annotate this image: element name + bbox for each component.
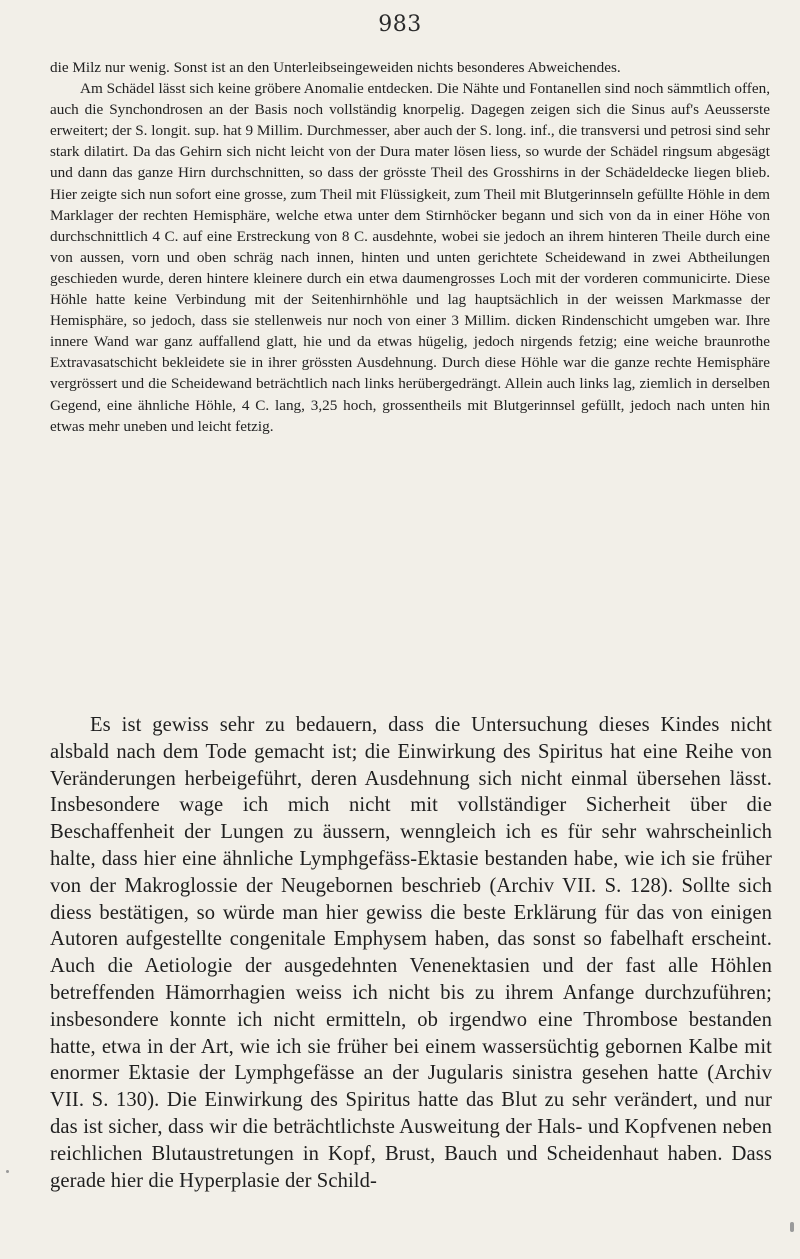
scan-speck bbox=[6, 1170, 9, 1173]
paragraph-spleen: die Milz nur wenig. Sonst ist an den Unterleibseingeweiden nichts besonderes Abweichendes. bbox=[50, 59, 621, 76]
paragraph-skull: Am Schädel lässt sich keine gröbere Anomalie entdecken. Die Nähte und Fontanellen sind noch sämmtlich offen, auch die Synchondrosen an der Basis noch vollständig knorpelig. Dagegen zeigen sich die Sinus auf's Aeusserste erweitert; der S. longit. sup. hat 9 Millim. Durchmesser, aber auch der S. long. inf., die transversi und petrosi sind sehr stark dilatirt. Da das Gehirn sich nicht leicht von der Dura mater lösen liess, so wurde der Schädel ringsum abgesägt und dann das ganze Hirn durchschnitten, so dass der grösste Theil des Grosshirns in der Schädeldecke liegen blieb. Hier zeigte sich nun sofort eine grosse, zum Theil mit Flüssigkeit, zum Theil mit Blutgerinnseln gefüllte Höhle in dem Marklager der rechten Hemisphäre, welche etwa unter dem Stirnhöcker begann und sich von da in einer Höhe von durchschnittlich 4 C. auf eine Erstreckung von 8 C. ausdehnte, wobei sie jedoch an ihrem hinteren Theile durch eine von aussen, vorn und oben schräg nach innen, hinten und unten gerichtete Scheidewand in zwei Abtheilungen geschieden wurde, deren hintere kleinere durch ein etwa daumengrosses Loch mit der vorderen communicirte. Diese Höhle hatte keine Verbindung mit der Seitenhirnhöhle und lag hauptsächlich in der weissen Markmasse der Hemisphäre, so jedoch, dass sie stellenweis nur noch von einer 3 Millim. dicken Rindenschicht umgeben war. Ihre innere Wand war ganz auffallend glatt, hie und da etwas hügelig, jedoch nirgends fetzig; eine weiche braunrothe Extravasatschicht bekleidete sie in ihrer grössten Ausdehnung. Durch diese Höhle war die ganze rechte Hemisphäre vergrössert und die Scheidewand beträchtlich nach links herübergedrängt. Allein auch links lag, ziemlich in derselben Gegend, eine ähnliche Höhle, 4 C. lang, 3,25 hoch, grossentheils mit Blutgerinnsel gefüllt, jedoch nach unten hin etwas mehr uneben und leicht fetzig. bbox=[50, 80, 770, 435]
small-print-section bbox=[50, 57, 770, 437]
paragraph-discussion: Es ist gewiss sehr zu bedauern, dass die Untersuchung dieses Kindes nicht alsbald nach dem Tode gemacht ist; die Einwirkung des Spiritus hat eine Reihe von Veränderungen herbeigeführt, deren Ausdehnung sich nicht einmal übersehen lässt. Insbesondere wage ich mich nicht mit vollständiger Sicherheit über die Beschaffenheit der Lungen zu äussern, wenngleich ich es für sehr wahrscheinlich halte, dass hier eine ähnliche Lymphgefäss-Ektasie bestanden habe, wie ich sie früher von der Makroglossie der Neugebornen beschrieb (Archiv VII. S. 128). Sollte sich diess bestätigen, so würde man hier gewiss die beste Erklärung für das von einigen Autoren aufgestellte congenitale Emphysem haben, das sonst so fabelhaft erscheint. Auch die Aetiologie der ausgedehnten Venenektasien und der fast alle Höhlen betreffenden Hämorrhagien weiss ich nicht bis zu ihrem Anfange durchzuführen; insbesondere konnte ich nicht ermitteln, ob irgendwo eine Thrombose bestanden hatte, etwa in der Art, wie ich sie früher bei einem wassersüchtig gebornen Kalbe mit enormer Ektasie der Lymphgefässe an der Jugularis sinistra gesehen hatte (Archiv VII. S. 130). Die Einwirkung des Spiritus hatte das Blut zu sehr verändert, und nur das ist sicher, dass wir die beträchtlichste Ausweitung der Hals- und Kopfvenen neben reichlichen Blutaustretungen in Kopf, Brust, Bauch und Scheidenhaut haben. Dass gerade hier die Hyperplasie der Schild- bbox=[50, 714, 772, 1192]
page-number: 983 bbox=[378, 12, 422, 37]
scan-mark bbox=[790, 1222, 794, 1232]
large-print-section bbox=[50, 712, 772, 1194]
